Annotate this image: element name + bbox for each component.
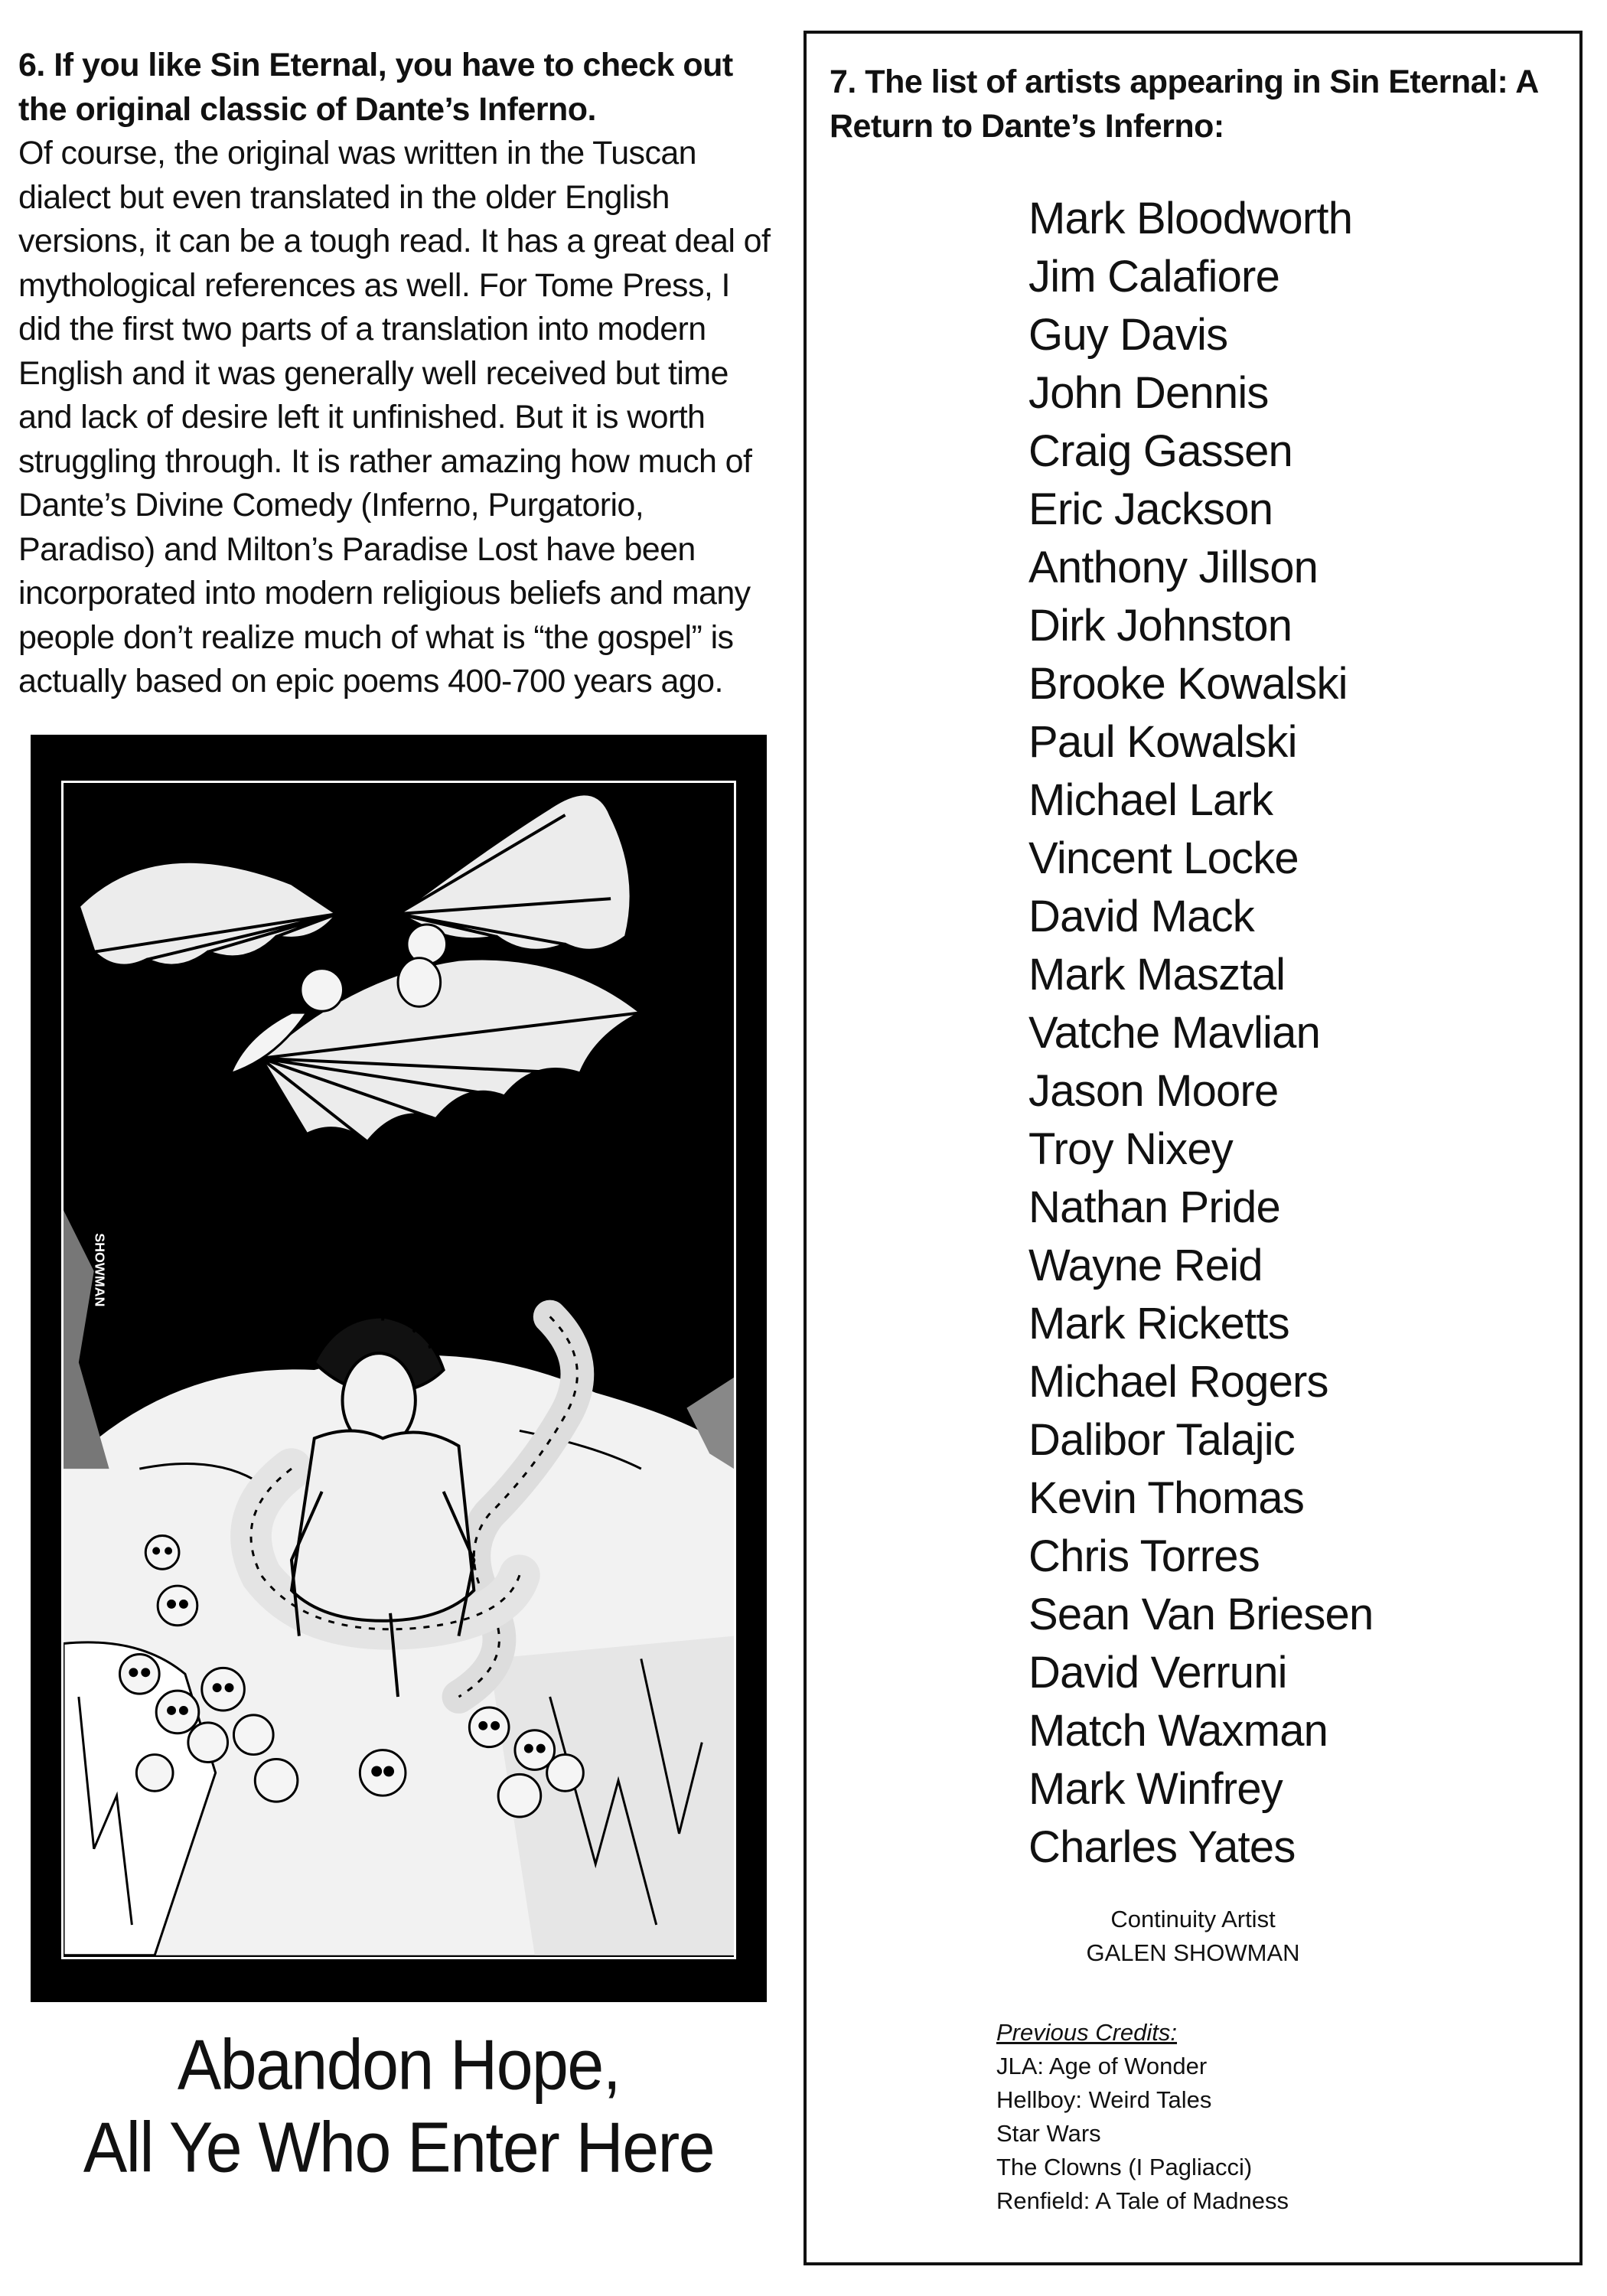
artist-name: Match Waxman bbox=[1028, 1706, 1328, 1756]
artist-name: Jim Calafiore bbox=[1028, 252, 1280, 302]
section-6-body: Of course, the original was written in the Tuscan dialect but even translated in the older English versions, it can be a tough read. It has a great deal of mythological references as well. For Tome Press, I did the first two parts of a translation into modern English and it was generally well received but time and lack of desire left it unfinished. But it is worth struggling through. It is rather amazing how much of Dante’s Divine Comedy (Inferno, Purgatorio, Paradiso) and Milton’s Paradise Lost have been incorporated into modern religious beliefs and many people don’t realize much of what is “the gospel” is actually based on epic poems 400-700 years ago. bbox=[18, 135, 771, 700]
artist-name: Nathan Pride bbox=[1028, 1182, 1280, 1232]
illustration-frame bbox=[31, 735, 767, 2002]
artist-name: Michael Rogers bbox=[1028, 1357, 1328, 1407]
artist-name: Vatche Mavlian bbox=[1028, 1008, 1321, 1058]
tagline-line-1: Abandon Hope, bbox=[177, 2025, 621, 2105]
artist-name: Dirk Johnston bbox=[1028, 601, 1292, 651]
artist-name: Mark Winfrey bbox=[1028, 1764, 1283, 1814]
artist-signature: SHOWMAN bbox=[92, 1233, 108, 1307]
artist-name: Mark Ricketts bbox=[1028, 1299, 1289, 1349]
credit-item: Hellboy: Weird Tales bbox=[996, 2086, 1212, 2113]
credit-item: JLA: Age of Wonder bbox=[996, 2053, 1208, 2079]
section-6 bbox=[18, 43, 776, 704]
continuity-credit bbox=[807, 1903, 1579, 1970]
artist-name: Vincent Locke bbox=[1028, 833, 1299, 883]
artist-name: Troy Nixey bbox=[1028, 1124, 1233, 1174]
credit-item: Star Wars bbox=[996, 2120, 1101, 2147]
artist-name: Kevin Thomas bbox=[1028, 1473, 1305, 1523]
artist-name: Chris Torres bbox=[1028, 1531, 1260, 1581]
previous-credits-title: Previous Credits: bbox=[996, 2019, 1178, 2046]
section-6-title: 6. If you like Sin Eternal, you have to check out the original classic of Dante’s Inferno. bbox=[18, 47, 733, 128]
artist-name: Brooke Kowalski bbox=[1028, 659, 1348, 709]
artist-name: Craig Gassen bbox=[1028, 426, 1292, 476]
illustration-svg bbox=[64, 783, 734, 1957]
artist-name: David Verruni bbox=[1028, 1648, 1287, 1698]
artist-name: Jason Moore bbox=[1028, 1066, 1279, 1116]
artist-name: Eric Jackson bbox=[1028, 484, 1273, 534]
artist-name: Guy Davis bbox=[1028, 310, 1228, 360]
artist-name: Sean Van Briesen bbox=[1028, 1590, 1374, 1639]
section-7-title: 7. The list of artists appearing in Sin Eternal: A Return to Dante’s Inferno: bbox=[830, 64, 1538, 145]
artist-name: Dalibor Talajic bbox=[1028, 1415, 1295, 1465]
artist-name: John Dennis bbox=[1028, 368, 1269, 418]
previous-credits bbox=[996, 2016, 1289, 2218]
artist-name: Mark Masztal bbox=[1028, 950, 1286, 1000]
continuity-label: Continuity Artist bbox=[1110, 1906, 1276, 1932]
tagline-line-2: All Ye Who Enter Here bbox=[83, 2108, 715, 2187]
credit-item: The Clowns (I Pagliacci) bbox=[996, 2154, 1253, 2180]
illustration bbox=[61, 781, 736, 1959]
credit-item: Renfield: A Tale of Madness bbox=[996, 2187, 1289, 2214]
artist-name: David Mack bbox=[1028, 892, 1254, 941]
artist-list bbox=[1028, 190, 1373, 1877]
artist-name: Anthony Jillson bbox=[1028, 543, 1319, 592]
artist-name: Michael Lark bbox=[1028, 775, 1273, 825]
artist-name: Paul Kowalski bbox=[1028, 717, 1297, 767]
artist-name: Mark Bloodworth bbox=[1028, 194, 1353, 243]
artist-name: Charles Yates bbox=[1028, 1822, 1296, 1872]
tagline bbox=[31, 2024, 767, 2189]
continuity-name: GALEN SHOWMAN bbox=[1086, 1939, 1300, 1966]
section-7-box bbox=[804, 31, 1583, 2265]
artist-name: Wayne Reid bbox=[1028, 1241, 1263, 1290]
previous-credits-list bbox=[996, 2050, 1289, 2218]
